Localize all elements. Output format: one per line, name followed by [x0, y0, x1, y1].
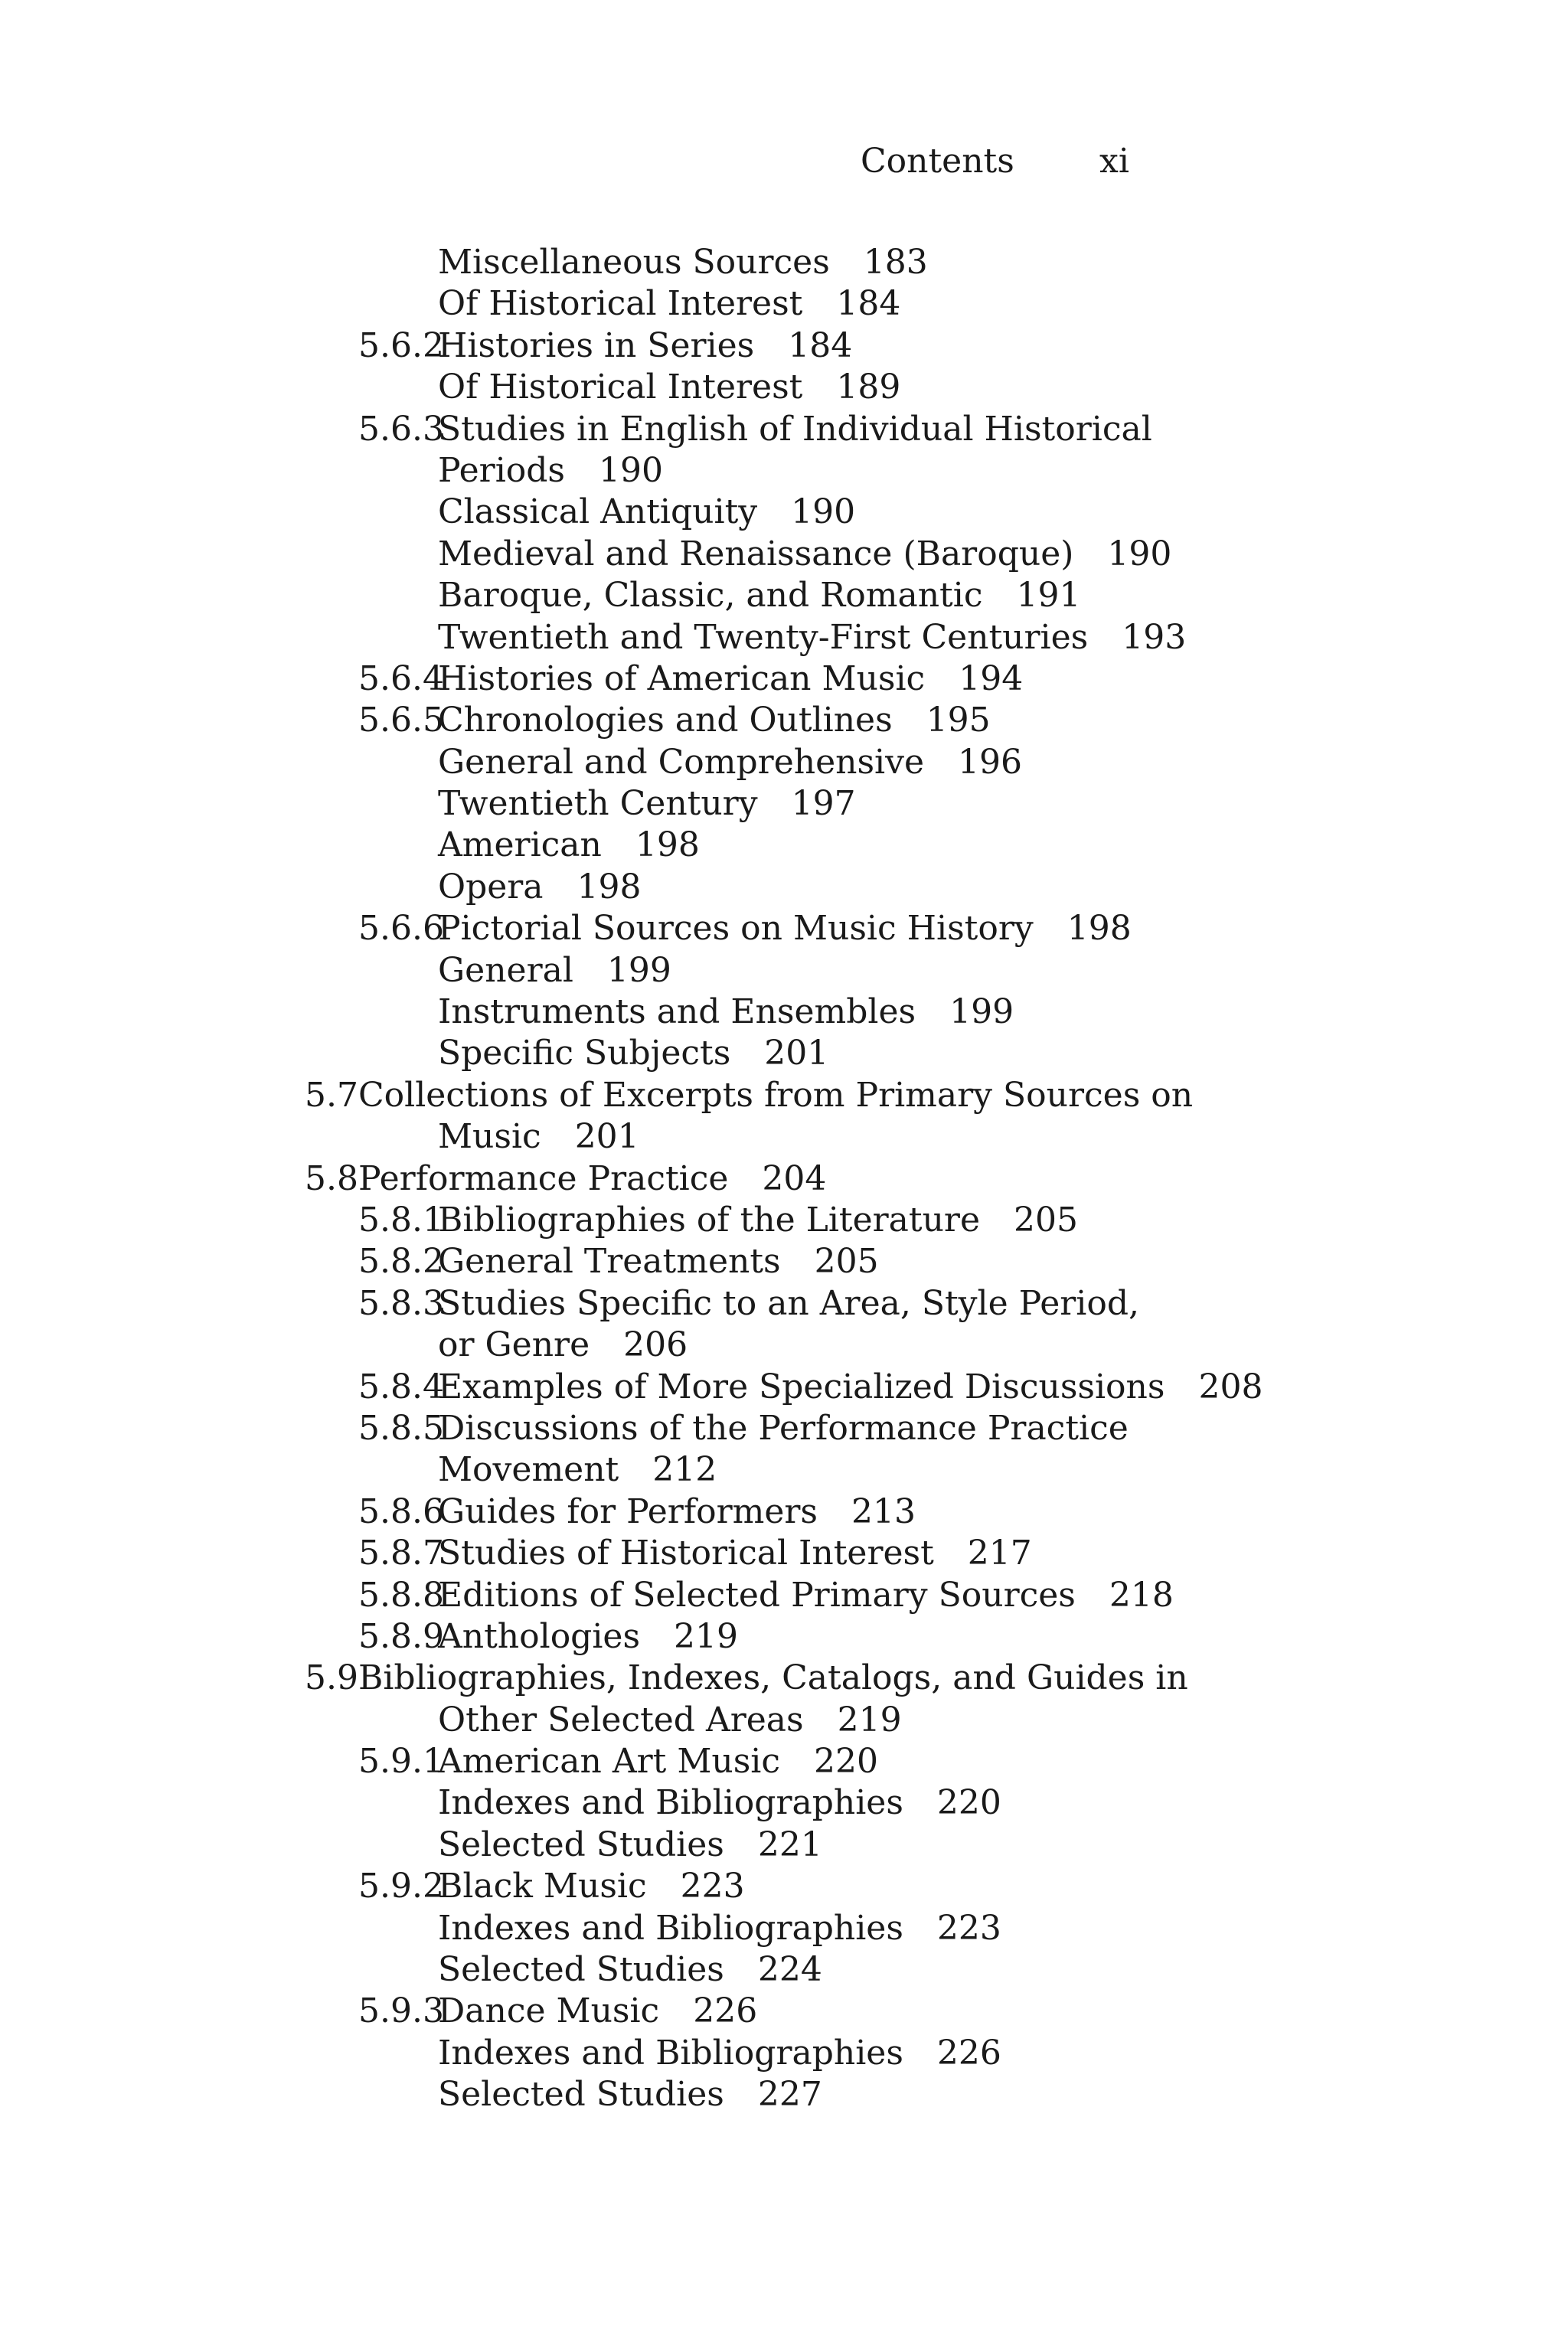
- toc-entry: [0, 1575, 1568, 1616]
- toc-entry: [0, 534, 1568, 575]
- toc-entry-number: 5.6.5: [358, 701, 444, 740]
- toc-entry-number: 5.8.1: [358, 1200, 444, 1240]
- toc-entry: [0, 700, 1568, 741]
- toc-entry-text-group: [438, 1241, 879, 1282]
- toc-entry-text-group: [438, 1866, 745, 1907]
- toc-entry-title: Performance Practice: [358, 1158, 729, 1198]
- toc-entry: [0, 658, 1568, 700]
- toc-entry-text-group: [438, 1700, 902, 1741]
- toc-entry-title: General: [438, 950, 573, 990]
- toc-entry: [0, 1908, 1568, 1949]
- toc-entry-title: Guides for Performers: [438, 1491, 818, 1531]
- header-title: Contents: [861, 142, 1014, 181]
- toc-entry-title: Histories in Series: [438, 325, 755, 365]
- toc-entry-page-number: 197: [791, 784, 856, 824]
- toc-entry-title: Miscellaneous Sources: [438, 243, 830, 282]
- toc-entry-text-group: [438, 325, 852, 367]
- toc-entry: [0, 283, 1568, 325]
- toc-entry-page-number: 194: [959, 658, 1024, 698]
- toc-entry-text-group: [438, 1741, 878, 1782]
- toc-entry: [0, 1075, 1568, 1116]
- toc-entry-page-number: 217: [967, 1534, 1032, 1573]
- toc-entry-title: Classical Antiquity: [438, 492, 758, 532]
- toc-entry-text-group: [438, 700, 991, 741]
- toc-entry: [0, 783, 1568, 825]
- toc-entry-text-group: [438, 1283, 1139, 1325]
- toc-entry-page-number: 224: [757, 1950, 822, 1990]
- toc-entry-text-group: [438, 283, 900, 325]
- toc-entry-number: 5.8.5: [358, 1408, 444, 1448]
- toc-entry-number: 5.8.2: [358, 1242, 444, 1282]
- toc-entry-page-number: 190: [1107, 534, 1172, 573]
- toc-entry-text-group: [438, 2033, 1001, 2074]
- toc-entry: [0, 1116, 1568, 1158]
- toc-entry-title: Black Music: [438, 1867, 647, 1906]
- toc-entry-page-number: 226: [936, 2033, 1001, 2073]
- toc-entry-text-group: [438, 2074, 822, 2115]
- toc-entry-page-number: 184: [836, 284, 901, 324]
- toc-entry-number: 5.6.3: [358, 409, 444, 449]
- toc-entry: [0, 450, 1568, 492]
- toc-entry-text-group: [438, 1782, 1001, 1824]
- toc-entry-page-number: 206: [623, 1325, 688, 1365]
- toc-entry: [0, 492, 1568, 533]
- toc-entry-text-group: [438, 1033, 828, 1074]
- toc-entry-title: Selected Studies: [438, 2075, 724, 2115]
- toc-entry-page-number: 221: [757, 1824, 822, 1864]
- toc-entry-text-group: [438, 367, 900, 408]
- toc-entry-text-group: [438, 950, 671, 991]
- toc-entry-text-group: [438, 534, 1171, 575]
- toc-entry-number: 5.9.2: [358, 1867, 444, 1906]
- toc-entry-title: Twentieth Century: [438, 784, 758, 824]
- toc-entry: [0, 1949, 1568, 1991]
- toc-entry-number: 5.8.3: [358, 1283, 444, 1323]
- toc-entry-number: 5.9: [305, 1658, 358, 1698]
- toc-entry-text-group: [438, 825, 700, 866]
- toc-entry-title: Indexes and Bibliographies: [438, 2033, 903, 2073]
- page-folio: xi: [1099, 142, 1129, 181]
- toc-entry-text-group: [438, 1991, 757, 2032]
- toc-entry-title: General and Comprehensive: [438, 742, 924, 782]
- toc-entry-title: Bibliographies of the Literature: [438, 1200, 980, 1240]
- toc-entry-page-number: 201: [574, 1117, 639, 1157]
- toc-entry-title: Specific Subjects: [438, 1034, 731, 1073]
- toc-entry-title: Bibliographies, Indexes, Catalogs, and Guides in: [358, 1658, 1188, 1698]
- toc-entry-page-number: 227: [757, 2075, 822, 2115]
- table-of-contents: [0, 242, 1568, 2116]
- toc-entry-text-group: [438, 991, 1014, 1033]
- toc-entry-number: 5.8: [305, 1158, 358, 1198]
- toc-entry-title: Histories of American Music: [438, 658, 926, 698]
- toc-entry-page-number: 198: [635, 825, 700, 865]
- toc-entry-page-number: 199: [606, 950, 671, 990]
- toc-entry-title: Selected Studies: [438, 1824, 724, 1864]
- toc-entry-text-group: [438, 1616, 738, 1658]
- toc-entry: [0, 1533, 1568, 1574]
- toc-entry-title: Periods: [438, 450, 566, 490]
- toc-entry-page-number: 195: [926, 701, 991, 740]
- toc-entry-title: Collections of Excerpts from Primary Sources on: [358, 1075, 1194, 1115]
- toc-entry-text-group: [438, 1949, 822, 1991]
- toc-entry-page-number: 212: [652, 1450, 717, 1490]
- toc-entry-text-group: [438, 908, 1132, 949]
- toc-entry-title: Discussions of the Performance Practice: [438, 1408, 1129, 1448]
- toc-entry: [0, 367, 1568, 408]
- toc-entry-page-number: 223: [680, 1867, 745, 1906]
- toc-entry-number: 5.7: [305, 1075, 358, 1115]
- toc-entry-title: American Art Music: [438, 1742, 781, 1782]
- toc-entry-page-number: 199: [949, 992, 1014, 1032]
- toc-entry: [0, 575, 1568, 616]
- toc-entry: [0, 1741, 1568, 1782]
- toc-entry-title: Indexes and Bibliographies: [438, 1783, 903, 1823]
- toc-entry: [0, 325, 1568, 367]
- toc-entry-text-group: [438, 1116, 639, 1158]
- toc-entry-text-group: [358, 1158, 826, 1200]
- toc-entry: [0, 242, 1568, 283]
- toc-entry: [0, 1158, 1568, 1200]
- toc-entry: [0, 617, 1568, 658]
- toc-entry-text-group: [438, 783, 856, 825]
- toc-entry: [0, 2033, 1568, 2074]
- toc-entry-page-number: 220: [814, 1742, 878, 1782]
- toc-entry-number: 5.6.4: [358, 658, 444, 698]
- toc-entry: [0, 1491, 1568, 1533]
- toc-entry-title: Of Historical Interest: [438, 368, 803, 407]
- toc-entry-page-number: 193: [1122, 617, 1187, 657]
- toc-entry-text-group: [438, 658, 1023, 700]
- toc-entry: [0, 1782, 1568, 1824]
- toc-entry-text-group: [438, 1408, 1129, 1449]
- toc-entry-title: Medieval and Renaissance (Baroque): [438, 534, 1074, 573]
- toc-entry: [0, 908, 1568, 949]
- toc-entry-number: 5.8.6: [358, 1491, 444, 1531]
- toc-entry-page-number: 204: [762, 1158, 827, 1198]
- toc-entry-page-number: 219: [674, 1616, 739, 1656]
- toc-entry-text-group: [438, 409, 1152, 450]
- toc-entry-text-group: [438, 1533, 1032, 1574]
- toc-entry-page-number: 183: [863, 243, 928, 282]
- toc-entry-page-number: 218: [1109, 1575, 1174, 1615]
- toc-entry: [0, 1866, 1568, 1907]
- toc-entry-title: Dance Music: [438, 1991, 660, 2031]
- toc-entry-number: 5.6.6: [358, 909, 444, 949]
- toc-entry-text-group: [438, 1491, 916, 1533]
- toc-entry: [0, 1824, 1568, 1866]
- toc-entry: [0, 742, 1568, 783]
- toc-entry-page-number: 191: [1016, 576, 1081, 616]
- toc-entry-text-group: [438, 1367, 1263, 1408]
- toc-entry-page-number: 190: [791, 492, 856, 532]
- toc-entry: [0, 2074, 1568, 2115]
- toc-entry-page-number: 189: [836, 368, 901, 407]
- toc-entry-page-number: 190: [599, 450, 663, 490]
- toc-entry-page-number: 198: [1067, 909, 1132, 949]
- toc-entry-page-number: 208: [1198, 1367, 1263, 1406]
- toc-entry-page-number: 223: [936, 1908, 1001, 1948]
- toc-entry-title: American: [438, 825, 602, 865]
- toc-entry-title: Studies of Historical Interest: [438, 1534, 934, 1573]
- toc-entry: [0, 1449, 1568, 1491]
- toc-entry-page-number: 196: [958, 742, 1022, 782]
- toc-entry-text-group: [438, 450, 663, 492]
- toc-entry-page-number: 201: [764, 1034, 829, 1073]
- toc-entry-number: 5.9.3: [358, 1991, 444, 2031]
- toc-entry-title: Opera: [438, 867, 544, 906]
- toc-entry-page-number: 205: [814, 1242, 879, 1282]
- toc-entry: [0, 1658, 1568, 1699]
- toc-entry-number: 5.8.8: [358, 1575, 444, 1615]
- toc-entry: [0, 1283, 1568, 1325]
- toc-entry-page-number: 220: [936, 1783, 1001, 1823]
- toc-entry-text-group: [438, 1325, 688, 1366]
- toc-entry-text-group: [438, 1575, 1174, 1616]
- toc-entry: [0, 825, 1568, 866]
- toc-entry-title: or Genre: [438, 1325, 590, 1365]
- toc-entry-title: Baroque, Classic, and Romantic: [438, 576, 983, 616]
- toc-entry-title: Studies Specific to an Area, Style Period,: [438, 1283, 1140, 1323]
- toc-entry: [0, 1616, 1568, 1658]
- toc-entry-page-number: 226: [693, 1991, 758, 2031]
- toc-entry-text-group: [438, 1824, 822, 1866]
- toc-entry-text-group: [438, 1449, 717, 1491]
- toc-entry: [0, 1241, 1568, 1282]
- toc-entry-title: Examples of More Specialized Discussions: [438, 1367, 1165, 1406]
- toc-entry: [0, 1325, 1568, 1366]
- toc-entry-page-number: 219: [837, 1700, 902, 1740]
- toc-entry-page-number: 184: [788, 325, 853, 365]
- toc-entry-title: Twentieth and Twenty-First Centuries: [438, 617, 1089, 657]
- toc-entry-title: General Treatments: [438, 1242, 781, 1282]
- toc-entry: [0, 409, 1568, 450]
- toc-entry: [0, 1991, 1568, 2032]
- toc-entry-title: Of Historical Interest: [438, 284, 803, 324]
- toc-entry-number: 5.6.2: [358, 325, 444, 365]
- toc-entry-title: Anthologies: [438, 1616, 641, 1656]
- toc-entry: [0, 867, 1568, 908]
- toc-entry-number: 5.8.7: [358, 1534, 444, 1573]
- toc-entry-number: 5.8.4: [358, 1367, 444, 1406]
- toc-entry-text-group: [438, 242, 928, 283]
- toc-entry: [0, 991, 1568, 1033]
- toc-entry-title: Studies in English of Individual Historical: [438, 409, 1152, 449]
- toc-entry-page-number: 198: [577, 867, 642, 906]
- toc-entry-text-group: [358, 1075, 1193, 1116]
- toc-entry-number: 5.9.1: [358, 1742, 444, 1782]
- toc-entry-text-group: [438, 575, 1080, 616]
- toc-entry: [0, 1408, 1568, 1449]
- toc-entry-title: Other Selected Areas: [438, 1700, 804, 1740]
- toc-entry: [0, 1367, 1568, 1408]
- toc-entry-title: Selected Studies: [438, 1950, 724, 1990]
- toc-entry-title: Instruments and Ensembles: [438, 992, 916, 1032]
- toc-entry-title: Chronologies and Outlines: [438, 701, 893, 740]
- toc-entry-title: Movement: [438, 1450, 619, 1490]
- toc-entry-title: Editions of Selected Primary Sources: [438, 1575, 1076, 1615]
- toc-entry-text-group: [438, 617, 1186, 658]
- toc-entry-text-group: [438, 492, 855, 533]
- toc-entry-text-group: [438, 1908, 1001, 1949]
- toc-entry-text-group: [438, 742, 1022, 783]
- toc-entry-title: Music: [438, 1117, 541, 1157]
- running-header: [861, 142, 1129, 181]
- toc-entry: [0, 950, 1568, 991]
- toc-entry-title: Indexes and Bibliographies: [438, 1908, 903, 1948]
- toc-entry-number: 5.8.9: [358, 1616, 444, 1656]
- toc-entry-text-group: [358, 1658, 1188, 1699]
- toc-entry-title: Pictorial Sources on Music History: [438, 909, 1034, 949]
- toc-entry-text-group: [438, 1200, 1078, 1241]
- toc-entry-page-number: 213: [851, 1491, 916, 1531]
- toc-entry-text-group: [438, 867, 642, 908]
- toc-entry: [0, 1200, 1568, 1241]
- toc-entry-page-number: 205: [1014, 1200, 1078, 1240]
- toc-entry: [0, 1033, 1568, 1074]
- toc-entry: [0, 1700, 1568, 1741]
